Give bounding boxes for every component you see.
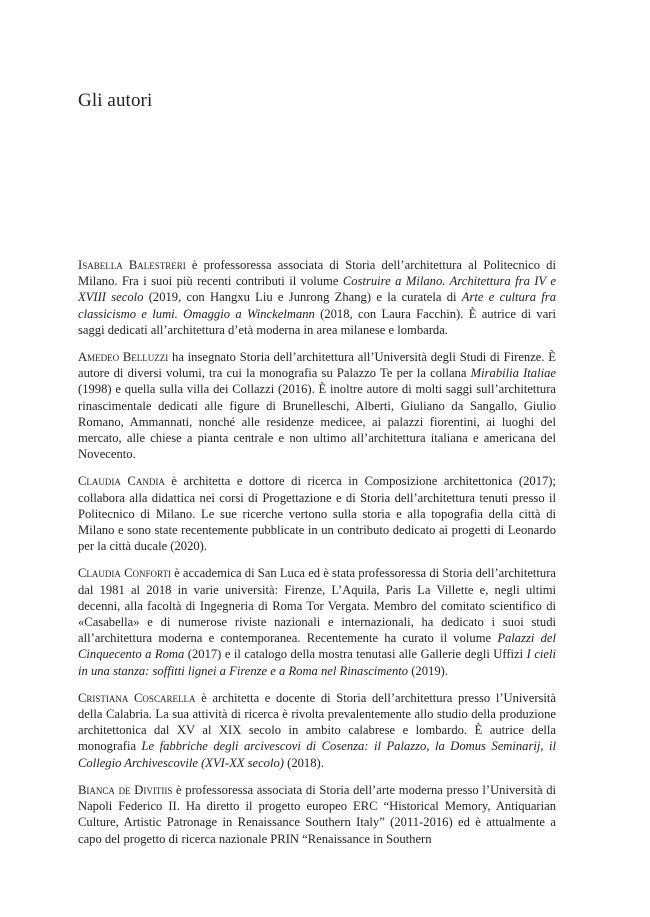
author-bio <box>78 782 556 847</box>
author-bio <box>78 473 556 554</box>
author-list <box>78 257 556 847</box>
bio-text: (2018). <box>283 755 324 770</box>
author-name: Cristiana Coscarella <box>78 690 196 705</box>
bio-text: ha insegnato Storia dell’architettura all’Università degli Studi di Firenze. È autore di diversi volumi, tra cui la monografia su Palazzo Te per la collana <box>78 350 556 381</box>
author-name: Claudia Conforti <box>78 566 171 581</box>
book-title: Mirabilia Italiae <box>470 366 556 381</box>
bio-text: è professoressa associata di Storia dell’arte moderna presso l’Università di Napoli Federico II. Ha diretto il progetto europeo ERC “Historical Memory, Antiquarian Culture, Artistic Patronage in Renaissance Southern Italy” (2011-2016) ed è attualmente a capo del progetto di ricerca nazionale PRIN “Renaissance in Southern <box>78 782 557 846</box>
author-bio <box>78 565 556 678</box>
bio-text: (2017) e il catalogo della mostra tenutasi alle Gallerie degli Uffizi <box>184 647 527 662</box>
author-bio <box>78 257 556 338</box>
bio-text: (1998) e quella sulla villa dei Collazzi (2016). È inoltre autore di molti saggi sull’architettura rinascimentale dedicati alle figure di Brunelleschi, Alberti, Giuliano da Sangallo, Giulio Romano, Ammannati, nonché alle residenze medicee, ai palazzi fiorentini, ai luoghi del mercato, alle chiese a pianta centrale e non ultimo all’architettura italiana e americana del Novecento. <box>78 382 556 462</box>
bio-text: è accademica di San Luca ed è stata professoressa di Storia dell’architettura dal 1981 al 2018 in varie università: Firenze, L’Aquila, Paris La Villette e, negli ultimi decenni, alla facoltà di Ingegneria di Roma Tor Vergata. Membro del comitato scientifico di «Casabella» e di numerose riviste nazionali e internazionali, ha dedicato i suoi studi all’architettura moderna e contemporanea. Recentemente ha curato il volume <box>78 566 556 646</box>
bio-text: (2018, con Laura Facchin). È autrice di vari saggi dedicati all’architettura d’età moderna in area milanese e lombarda. <box>78 306 556 337</box>
book-title: Palazzi del Cinquecento a Roma <box>78 631 557 662</box>
bio-text: è architetta e docente di Storia dell’architettura presso l’Università della Calabria. La sua attività di ricerca è rivolta prevalentemente allo studio della produzione architettonica dal XV al XIX secolo in ambito calabrese e lombardo. È autrice della monografia <box>78 690 556 754</box>
author-name: Bianca de Divitiis <box>78 782 173 797</box>
book-title: Costruire a Milano. Architettura fra IV e XVIII secolo <box>78 274 557 305</box>
bio-text: (2019). <box>408 663 448 678</box>
bio-text: (2019, con Hangxu Liu e Junrong Zhang) e la curatela di <box>143 290 462 305</box>
book-title: Le fabbriche degli arcivescovi di Cosenza: il Palazzo, la Domus Seminarij, il Collegio Archivescovile (XVI-XX secolo) <box>78 739 556 770</box>
bio-text: è architetta e dottore di ricerca in Composizione architettonica (2017); collabora alla didattica nei corsi di Progettazione e di Storia dell’architettura tenuti presso il Politecnico di Milano. Le sue ricerche vertono sulla storia e alla topografia della città di Milano e sono state recentemente pubblicate in un contributo dedicato ai progetti di Leonardo per la città ducale (2020). <box>78 474 556 554</box>
author-name: Isabella Balestreri <box>78 258 186 272</box>
page-title: Gli autori <box>78 90 153 111</box>
bio-text: è professoressa associata di Storia dell’architettura al Politecnico di Milano. Fra i suoi più recenti contributi il volume <box>78 258 556 289</box>
author-name: Claudia Candia <box>78 474 165 489</box>
book-title: I cieli in una stanza: soffitti lignei a Firenze e a Roma nel Rinascimento <box>78 647 556 678</box>
book-title: Arte e cultura fra classicismo e lumi. Omaggio a Winckelmann <box>78 290 557 321</box>
author-name: Amedeo Belluzzi <box>78 350 169 365</box>
author-bio <box>78 690 556 771</box>
author-bio <box>78 349 556 462</box>
